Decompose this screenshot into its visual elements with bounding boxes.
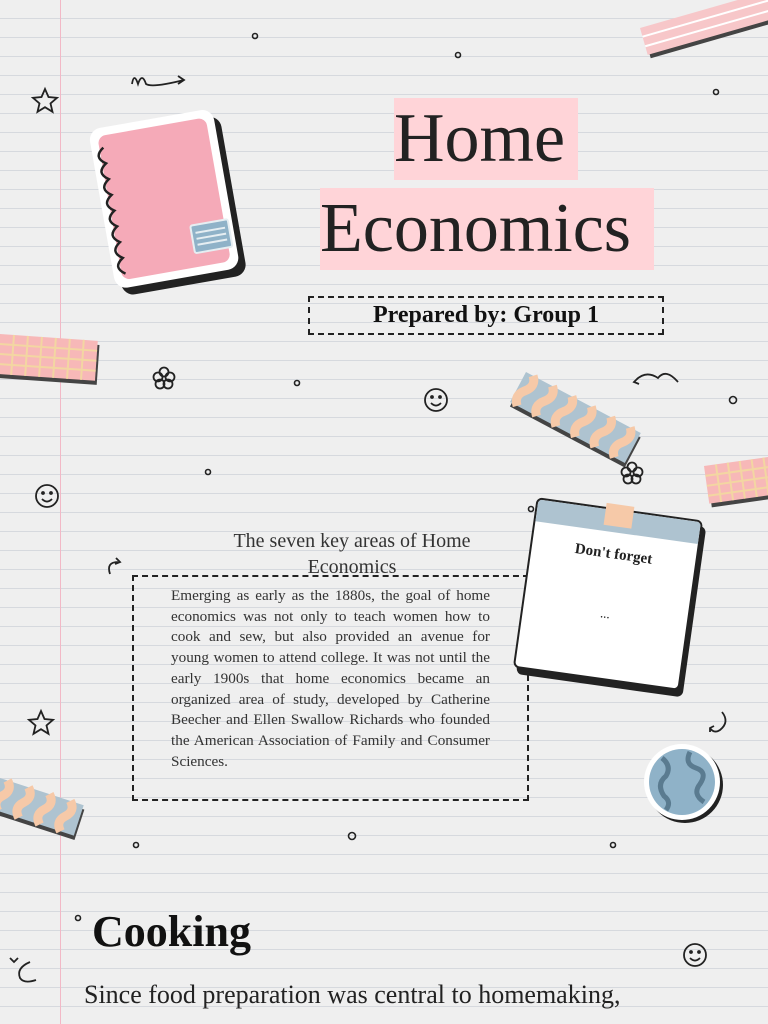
- cooking-heading: Cooking: [92, 907, 251, 956]
- smiley-icon: [36, 485, 58, 507]
- washi-tape-left: [0, 334, 100, 385]
- arrow-icon: [132, 76, 184, 85]
- arrow-icon: [109, 558, 120, 574]
- smiley-icon: [684, 944, 706, 966]
- arrow-icon: [634, 374, 678, 384]
- note-body: ...: [599, 605, 612, 622]
- arrow-icon: [710, 712, 726, 732]
- washi-tape-wavy-center: [508, 372, 642, 468]
- arrow-icon: [10, 958, 36, 982]
- washi-tape-top-right: [640, 0, 768, 59]
- dont-forget-note: [513, 497, 703, 691]
- washi-tape-wavy-left: [0, 778, 86, 840]
- globe-icon: [644, 744, 723, 823]
- star-icon: [29, 711, 53, 734]
- star-icon: [33, 89, 57, 112]
- section-heading: The seven key areas of Home Economics: [233, 530, 471, 578]
- section-body-text: Emerging as early as the 1880s, the goal of home economics was not only to teach women how to cook and sew, but also provided an avenue for young women to attend college. It was not until the early 1900s that home economics became an organized area of study, developed by Catherine Beecher and Ellen Swallow Richards who founded the American Association of Family and Consumer Sciences.: [171, 587, 490, 770]
- smiley-icon: [425, 389, 447, 411]
- cooking-body-text: Since food preparation was central to homemaking,: [84, 980, 621, 1009]
- notebook-icon: [88, 107, 248, 297]
- prepared-by-label: Prepared by: Group 1: [308, 296, 664, 335]
- flower-icon: [154, 368, 175, 389]
- washi-tape-right: [704, 456, 768, 508]
- page-title-line-2: Economics: [320, 190, 632, 267]
- note-tape: [604, 503, 635, 529]
- page-title-line-1: Home: [394, 100, 566, 177]
- note-title: Don't forget: [573, 541, 654, 568]
